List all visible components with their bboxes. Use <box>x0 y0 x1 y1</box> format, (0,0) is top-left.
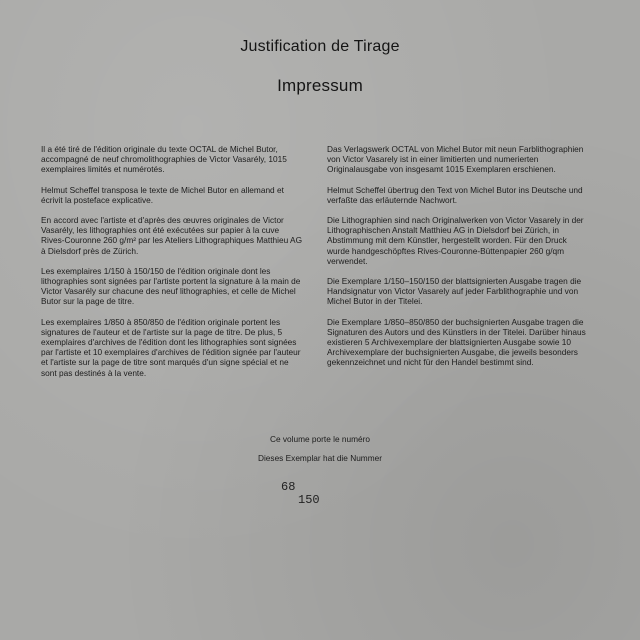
edition-total-number: 150 <box>298 493 320 507</box>
page-title: Justification de Tirage <box>240 38 400 55</box>
german-paragraph-1: Das Verlagswerk OCTAL von Michel Butor mit neun Farblithographien von Victor Vasarely ist in einer limitierten und numerierten Originalausgabe von insgesamt 1015 Exemplaren erschienen. <box>327 144 584 175</box>
german-paragraph-5: Die Exemplare 1/850–850/850 der buchsignierten Ausgabe tragen die Signaturen des Autors und des Künstlers in der Titelei. Darüber hinaus existieren 5 Archivexemplare der blattsignierten Ausgabe sowie 10 Archivexemplare der buchsignierten Ausgabe, die jeweils besonders gekennzeichnet und nicht für den Handel bestimmt sind. <box>327 316 586 368</box>
french-paragraph-5: Les exemplaires 1/850 à 850/850 de l'édition originale portent les signatures de l'auteur et de l'artiste sur la page de titre. De plus, 5 exemplaires d'archives de l'édition dont les lithographies sont signées par l'artiste et 10 exemplaires d'archives de l'édition signée par l'auteur et l'artiste sur la page de titre sont marqués d'un signe spécial et ne sont pas destinés à la vente. <box>41 316 301 378</box>
german-paragraph-4: Die Exemplare 1/150–150/150 der blattsignierten Ausgabe tragen die Handsignatur von Victor Vasarely auf jeder Farblithographie und von Michel Butor in der Titelei. <box>327 276 582 307</box>
edition-copy-number: 68 <box>281 480 296 494</box>
french-column <box>41 144 303 388</box>
french-paragraph-2: Helmut Scheffel transposa le texte de Michel Butor en allemand et écrivit la posteface explicative. <box>41 184 284 205</box>
german-column <box>327 144 589 378</box>
french-paragraph-4: Les exemplaires 1/150 à 150/150 de l'édition originale dont les lithographies sont signées par l'artiste portent la signature à la main de Victor Vasarély sur chacune des neuf lithographies, et celle de Michel Butor sur la page de titre. <box>41 265 301 307</box>
german-number-note: Dieses Exemplar hat die Nummer <box>257 453 383 463</box>
french-number-note: Ce volume porte le numéro <box>269 434 371 444</box>
page-subtitle: Impressum <box>277 76 363 95</box>
french-paragraph-3: En accord avec l'artiste et d'après des œuvres originales de Victor Vasarély, les lithographies ont été exécutées sur papier à la cuve Rives-Couronne 260 g/m² par les Ateliers Lithographiques Matthieu AG à Dielsdorf près de Zürich. <box>41 215 303 256</box>
german-paragraph-3: Die Lithographien sind nach Originalwerken von Victor Vasarely in der Lithographischen Anstalt Matthieu AG in Dielsdorf bei Zürich, in Abstimmung mit dem Künstler, hergestellt worden. Für den Druck wurde handgeschöpftes Rives-Couronne-Büttenpapier 260 g/qm verwendet. <box>327 215 584 266</box>
german-paragraph-2: Helmut Scheffel übertrug den Text von Michel Butor ins Deutsche und verfaßte das erläuternde Nachwort. <box>327 184 583 205</box>
french-paragraph-1: Il a été tiré de l'édition originale du texte OCTAL de Michel Butor, accompagné de neuf chromolithographies de Victor Vasarély, 1015 exemplaires limités et numérotés. <box>41 144 287 175</box>
